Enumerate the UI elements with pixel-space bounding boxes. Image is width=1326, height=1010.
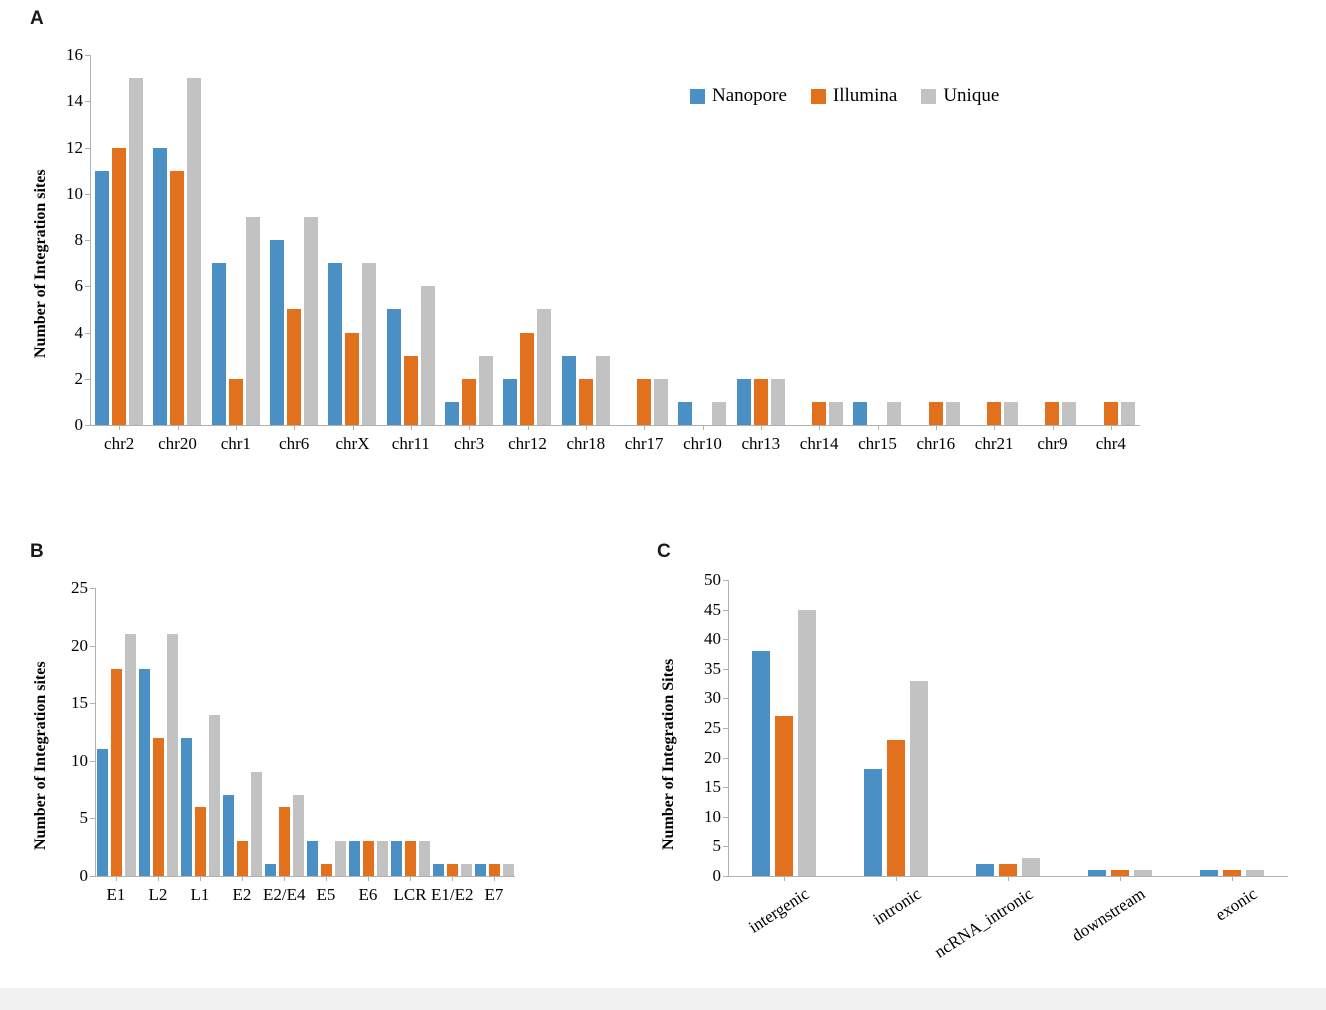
bar-nanopore — [349, 841, 360, 876]
y-axis-tick-mark — [85, 425, 90, 426]
bar-illumina — [229, 379, 243, 425]
y-axis-tick-label: 4 — [74, 322, 83, 342]
y-axis-tick-label: 0 — [74, 415, 83, 434]
x-axis-tick-mark — [158, 876, 159, 881]
x-axis-tick-label: downstream — [1068, 884, 1149, 946]
x-axis-tick-label: chr10 — [683, 434, 722, 453]
bar-nanopore — [223, 795, 234, 876]
bar-nanopore — [503, 379, 517, 425]
y-axis-tick-label: 20 — [704, 747, 721, 767]
x-axis-tick-mark — [452, 876, 453, 881]
bar-illumina — [999, 864, 1017, 876]
bar-group — [137, 588, 179, 876]
x-axis-tick-label: E1 — [106, 885, 126, 904]
bar-unique — [377, 841, 388, 876]
x-axis-tick-mark — [284, 876, 285, 881]
x-axis-tick-label: chr11 — [391, 434, 430, 453]
x-axis-tick-label: chr2 — [104, 434, 135, 453]
bar-unique — [251, 772, 262, 876]
bar-illumina — [404, 356, 418, 425]
x-axis-tick-mark — [644, 425, 645, 430]
x-axis-tick-label: ncRNA_intronic — [930, 884, 1037, 962]
bar-unique — [887, 402, 901, 425]
bar-nanopore — [562, 356, 576, 425]
x-axis-tick-mark — [242, 876, 243, 881]
bar-unique — [503, 864, 514, 876]
legend-swatch-icon — [690, 89, 705, 104]
bar-unique — [293, 795, 304, 876]
y-axis-tick-label: 15 — [704, 777, 721, 797]
bar-illumina — [170, 171, 184, 425]
x-axis-tick-mark — [819, 425, 820, 430]
x-axis-tick-mark — [1008, 876, 1009, 881]
y-axis-tick-label: 45 — [704, 599, 721, 619]
bar-unique — [946, 402, 960, 425]
bar-group — [907, 55, 965, 425]
bar-unique — [335, 841, 346, 876]
legend-label: Illumina — [832, 85, 898, 106]
x-axis-tick-label: E6 — [358, 885, 378, 904]
bar-illumina — [111, 669, 122, 876]
bar-group — [263, 588, 305, 876]
bar-unique — [129, 78, 143, 425]
y-axis-tick-label: 10 — [66, 183, 83, 203]
bar-nanopore — [181, 738, 192, 876]
bar-illumina — [112, 148, 126, 426]
bar-group — [728, 580, 840, 876]
y-axis-tick-label: 5 — [79, 808, 88, 828]
bar-group — [790, 55, 848, 425]
y-axis-tick-label: 30 — [704, 688, 721, 708]
bar-illumina — [1045, 402, 1059, 425]
bar-unique — [246, 217, 260, 425]
legend-label: Unique — [943, 85, 1000, 106]
bar-illumina — [447, 864, 458, 876]
bar-nanopore — [212, 263, 226, 425]
y-axis-label-a: Number of Integration sites — [32, 169, 49, 358]
bar-group — [1023, 55, 1081, 425]
bar-unique — [421, 286, 435, 425]
bar-group — [431, 588, 473, 876]
bar-nanopore — [139, 669, 150, 876]
x-axis-tick-label: E2 — [232, 885, 252, 904]
bar-illumina — [237, 841, 248, 876]
x-axis-tick-label: chr20 — [158, 434, 197, 453]
bar-illumina — [287, 309, 301, 425]
bar-nanopore — [737, 379, 751, 425]
x-axis-tick-mark — [784, 876, 785, 881]
x-axis-tick-label: L2 — [148, 885, 168, 904]
bar-unique — [798, 610, 816, 876]
y-axis-tick-label: 50 — [704, 570, 721, 589]
x-axis-tick-mark — [178, 425, 179, 430]
y-axis-tick-label: 25 — [71, 578, 88, 597]
y-axis-tick-label: 20 — [71, 635, 88, 655]
bar-illumina — [579, 379, 593, 425]
bar-illumina — [279, 807, 290, 876]
bar-group — [952, 580, 1064, 876]
legend-item-illumina — [811, 85, 897, 107]
bar-illumina — [987, 402, 1001, 425]
x-axis-tick-mark — [294, 425, 295, 430]
bar-nanopore — [387, 309, 401, 425]
plot-area-c — [704, 570, 1288, 962]
bar-nanopore — [270, 240, 284, 425]
x-axis-tick-label: E2/E4 — [263, 885, 306, 904]
y-axis-tick-label: 2 — [74, 368, 83, 388]
bar-group — [221, 588, 263, 876]
bar-illumina — [775, 716, 793, 876]
bar-unique — [910, 681, 928, 876]
x-axis-tick-label: intronic — [869, 884, 925, 929]
bar-unique — [362, 263, 376, 425]
legend-swatch-icon — [811, 89, 826, 104]
y-axis-tick-label: 10 — [71, 750, 88, 770]
bar-illumina — [812, 402, 826, 425]
bar-group — [323, 55, 381, 425]
y-axis-tick-mark — [723, 876, 728, 877]
bar-illumina — [462, 379, 476, 425]
bar-nanopore — [97, 749, 108, 876]
x-axis-tick-mark — [528, 425, 529, 430]
bar-group — [389, 588, 431, 876]
y-axis-label-c: Number of Integration Sites — [660, 658, 677, 850]
bar-unique — [1246, 870, 1264, 876]
bar-nanopore — [678, 402, 692, 425]
y-axis-tick-label: 14 — [66, 91, 83, 111]
x-axis-tick-mark — [494, 876, 495, 881]
bar-nanopore — [1200, 870, 1218, 876]
x-axis-tick-label: chr21 — [974, 434, 1014, 453]
bar-illumina — [637, 379, 651, 425]
x-axis-tick-label: chr3 — [454, 434, 485, 453]
bar-unique — [537, 309, 551, 425]
x-axis-tick-mark — [353, 425, 354, 430]
bar-illumina — [345, 333, 359, 426]
bar-group — [473, 588, 515, 876]
bar-unique — [187, 78, 201, 425]
bar-nanopore — [153, 148, 167, 426]
bar-nanopore — [853, 402, 867, 425]
bar-group — [1082, 55, 1140, 425]
x-axis-tick-mark — [994, 425, 995, 430]
bar-unique — [1062, 402, 1076, 425]
bar-illumina — [321, 864, 332, 876]
bar-unique — [829, 402, 843, 425]
bar-unique — [1004, 402, 1018, 425]
plot-area-a — [66, 45, 1140, 453]
bar-unique — [167, 634, 178, 876]
bar-group — [615, 55, 673, 425]
bar-group — [498, 55, 556, 425]
bar-nanopore — [1088, 870, 1106, 876]
bar-illumina — [1104, 402, 1118, 425]
bar-group — [1064, 580, 1176, 876]
panel-label-b: B — [30, 541, 44, 562]
y-axis-tick-label: 15 — [71, 693, 88, 713]
bar-illumina — [195, 807, 206, 876]
bar-nanopore — [433, 864, 444, 876]
bar-group — [95, 588, 137, 876]
x-axis-tick-label: intergenic — [745, 884, 813, 937]
bar-group — [179, 588, 221, 876]
x-axis-tick-mark — [1120, 876, 1121, 881]
bar-unique — [654, 379, 668, 425]
bar-illumina — [363, 841, 374, 876]
x-axis-tick-label: exonic — [1211, 884, 1261, 925]
x-axis-tick-mark — [116, 876, 117, 881]
legend-label: Nanopore — [712, 85, 787, 106]
x-axis-tick-mark — [119, 425, 120, 430]
bar-nanopore — [391, 841, 402, 876]
y-axis-tick-mark — [90, 876, 95, 877]
x-axis-tick-label: chr14 — [799, 434, 839, 453]
y-axis-tick-label: 8 — [74, 230, 83, 249]
x-axis-tick-label: chr1 — [220, 434, 251, 453]
panel-label-a: A — [30, 8, 44, 29]
y-axis-tick-label: 40 — [704, 629, 721, 649]
x-axis-tick-label: chr9 — [1037, 434, 1068, 453]
x-axis-tick-mark — [1232, 876, 1233, 881]
bar-illumina — [405, 841, 416, 876]
bar-nanopore — [752, 651, 770, 876]
legend-item-unique — [921, 85, 999, 107]
x-axis-tick-mark — [411, 425, 412, 430]
bar-group — [207, 55, 265, 425]
bar-group — [265, 55, 323, 425]
bar-nanopore — [328, 263, 342, 425]
x-axis-tick-mark — [469, 425, 470, 430]
x-axis-tick-mark — [236, 425, 237, 430]
bar-nanopore — [976, 864, 994, 876]
x-axis-tick-mark — [410, 876, 411, 881]
bar-unique — [1022, 858, 1040, 876]
bar-group — [732, 55, 790, 425]
bar-unique — [1121, 402, 1135, 425]
y-axis-tick-label: 10 — [704, 806, 721, 826]
x-axis-tick-mark — [896, 876, 897, 881]
bar-unique — [461, 864, 472, 876]
x-axis-tick-mark — [326, 876, 327, 881]
x-axis-tick-label: E5 — [316, 885, 336, 904]
bar-group — [965, 55, 1023, 425]
y-axis-tick-label: 35 — [704, 658, 721, 678]
x-axis-tick-mark — [936, 425, 937, 430]
y-axis-tick-label: 5 — [712, 836, 721, 856]
y-axis-tick-label: 25 — [704, 718, 721, 737]
x-axis-tick-label: E1/E2 — [431, 885, 474, 904]
x-axis-tick-label: chr6 — [279, 434, 310, 453]
legend-item-nanopore — [690, 85, 787, 107]
x-axis-line-a — [90, 425, 1140, 426]
x-axis-tick-label: chr4 — [1095, 434, 1126, 453]
bar-unique — [596, 356, 610, 425]
bar-unique — [479, 356, 493, 425]
bar-illumina — [754, 379, 768, 425]
x-axis-tick-mark — [878, 425, 879, 430]
bar-group — [848, 55, 906, 425]
x-axis-tick-mark — [368, 876, 369, 881]
bar-illumina — [929, 402, 943, 425]
bar-group — [673, 55, 731, 425]
bar-group — [148, 55, 206, 425]
chart-panel-b — [32, 578, 515, 956]
x-axis-tick-label: chr13 — [741, 434, 781, 453]
x-axis-tick-label: chrX — [335, 434, 370, 453]
x-axis-tick-mark — [703, 425, 704, 430]
bar-illumina — [520, 333, 534, 426]
bar-group — [305, 588, 347, 876]
bar-group — [1176, 580, 1288, 876]
bar-group — [347, 588, 389, 876]
chart-panel-a — [32, 45, 1140, 505]
bar-illumina — [887, 740, 905, 876]
bar-group — [382, 55, 440, 425]
plot-area-b — [71, 578, 515, 904]
bar-nanopore — [445, 402, 459, 425]
chart-legend — [690, 85, 1013, 107]
bar-nanopore — [95, 171, 109, 425]
x-axis-tick-label: chr15 — [858, 434, 897, 453]
bar-nanopore — [307, 841, 318, 876]
bar-unique — [771, 379, 785, 425]
bar-group — [90, 55, 148, 425]
bar-unique — [712, 402, 726, 425]
bar-unique — [209, 715, 220, 876]
chart-panel-c — [660, 570, 1288, 962]
bar-unique — [419, 841, 430, 876]
x-axis-tick-label: LCR — [393, 885, 427, 904]
x-axis-tick-label: chr18 — [566, 434, 606, 453]
x-axis-tick-label: chr17 — [624, 434, 664, 453]
x-axis-tick-mark — [761, 425, 762, 430]
x-axis-tick-label: chr12 — [508, 434, 547, 453]
bar-group — [557, 55, 615, 425]
bar-unique — [1134, 870, 1152, 876]
y-axis-tick-label: 16 — [66, 45, 83, 64]
bar-illumina — [489, 864, 500, 876]
bar-nanopore — [475, 864, 486, 876]
legend-swatch-icon — [921, 89, 936, 104]
footer-strip — [0, 988, 1326, 1010]
y-axis-tick-label: 0 — [79, 866, 88, 885]
panel-label-c: C — [657, 541, 671, 562]
x-axis-tick-mark — [1111, 425, 1112, 430]
y-axis-tick-label: 12 — [66, 137, 83, 157]
x-axis-tick-mark — [586, 425, 587, 430]
y-axis-tick-label: 6 — [74, 276, 83, 296]
y-axis-label-b: Number of Integration sites — [32, 661, 49, 850]
x-axis-tick-label: E7 — [484, 885, 504, 904]
x-axis-tick-mark — [200, 876, 201, 881]
x-axis-tick-label: L1 — [190, 885, 210, 904]
bar-nanopore — [265, 864, 276, 876]
y-axis-tick-label: 0 — [712, 866, 721, 885]
bar-unique — [125, 634, 136, 876]
x-axis-tick-label: chr16 — [916, 434, 956, 453]
bar-illumina — [153, 738, 164, 876]
x-axis-tick-mark — [1053, 425, 1054, 430]
bar-group — [840, 580, 952, 876]
bar-unique — [304, 217, 318, 425]
bar-group — [440, 55, 498, 425]
bar-nanopore — [864, 769, 882, 876]
